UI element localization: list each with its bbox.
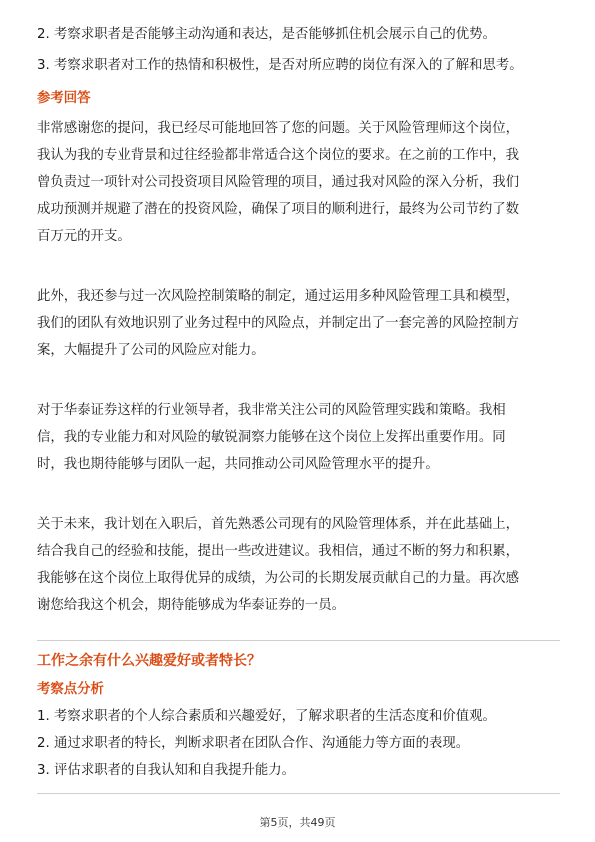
answer-line: 时，我也期待能够与团队一起，共同推动公司风险管理水平的提升。: [37, 457, 439, 472]
question-heading: 工作之余有什么兴趣爱好或者特长？: [37, 653, 261, 669]
answer-line: 关于未来，我计划在入职后，首先熟悉公司现有的风险管理体系，并在此基础上，: [37, 517, 520, 532]
section-divider: [37, 640, 560, 641]
answer-line: 我认为我的专业背景和过往经验都非常适合这个岗位的要求。在之前的工作中，我: [37, 148, 520, 163]
answer-line: 我能够在这个岗位上取得优异的成绩，为公司的长期发展贡献自己的力量。再次感: [37, 571, 520, 586]
answer-line: 百万元的开支。: [37, 229, 131, 244]
answer-line: 非常感谢您的提问，我已经尽可能地回答了您的问题。关于风险管理师这个岗位，: [37, 121, 520, 136]
answer-line: 谢您给我这个机会，期待能够成为华泰证券的一员。: [37, 598, 345, 613]
answer-line: 案，大幅提升了公司的风险应对能力。: [37, 343, 265, 358]
answer-line: 我们的团队有效地识别了业务过程中的风险点，并制定出了一套完善的风险控制方: [37, 316, 520, 331]
criterion-line: 3. 考察求职者对工作的热情和积极性，是否对所应聘的岗位有深入的了解和思考。: [37, 58, 523, 73]
footer-divider: [37, 793, 560, 794]
page-footer: 第5页，共49页: [259, 816, 336, 829]
answer-line: 结合我自己的经验和技能，提出一些改进建议。我相信，通过不断的努力和积累，: [37, 544, 520, 559]
analysis-item: 2. 通过求职者的特长，判断求职者在团队合作、沟通能力等方面的表现。: [37, 736, 470, 751]
analysis-item: 1. 考察求职者的个人综合素质和兴趣爱好，了解求职者的生活态度和价值观。: [37, 709, 496, 724]
criterion-line: 2. 考察求职者是否能够主动沟通和表达，是否能够抓住机会展示自己的优势。: [37, 27, 496, 42]
answer-line: 对于华泰证券这样的行业领导者，我非常关注公司的风险管理实践和策略。我相: [37, 403, 506, 418]
analysis-item: 3. 评估求职者的自我认知和自我提升能力。: [37, 763, 296, 778]
answer-line: 曾负责过一项针对公司投资项目风险管理的项目，通过我对风险的深入分析，我们: [37, 175, 520, 190]
analysis-heading: 考察点分析: [37, 682, 104, 697]
reference-answer-heading: 参考回答: [37, 91, 91, 106]
answer-line: 此外，我还参与过一次风险控制策略的制定，通过运用多种风险管理工具和模型，: [37, 289, 520, 304]
answer-line: 成功预测并规避了潜在的投资风险，确保了项目的顺利进行，最终为公司节约了数: [37, 202, 520, 217]
answer-line: 信，我的专业能力和对风险的敏锐洞察力能够在这个岗位上发挥出重要作用。同: [37, 430, 506, 445]
